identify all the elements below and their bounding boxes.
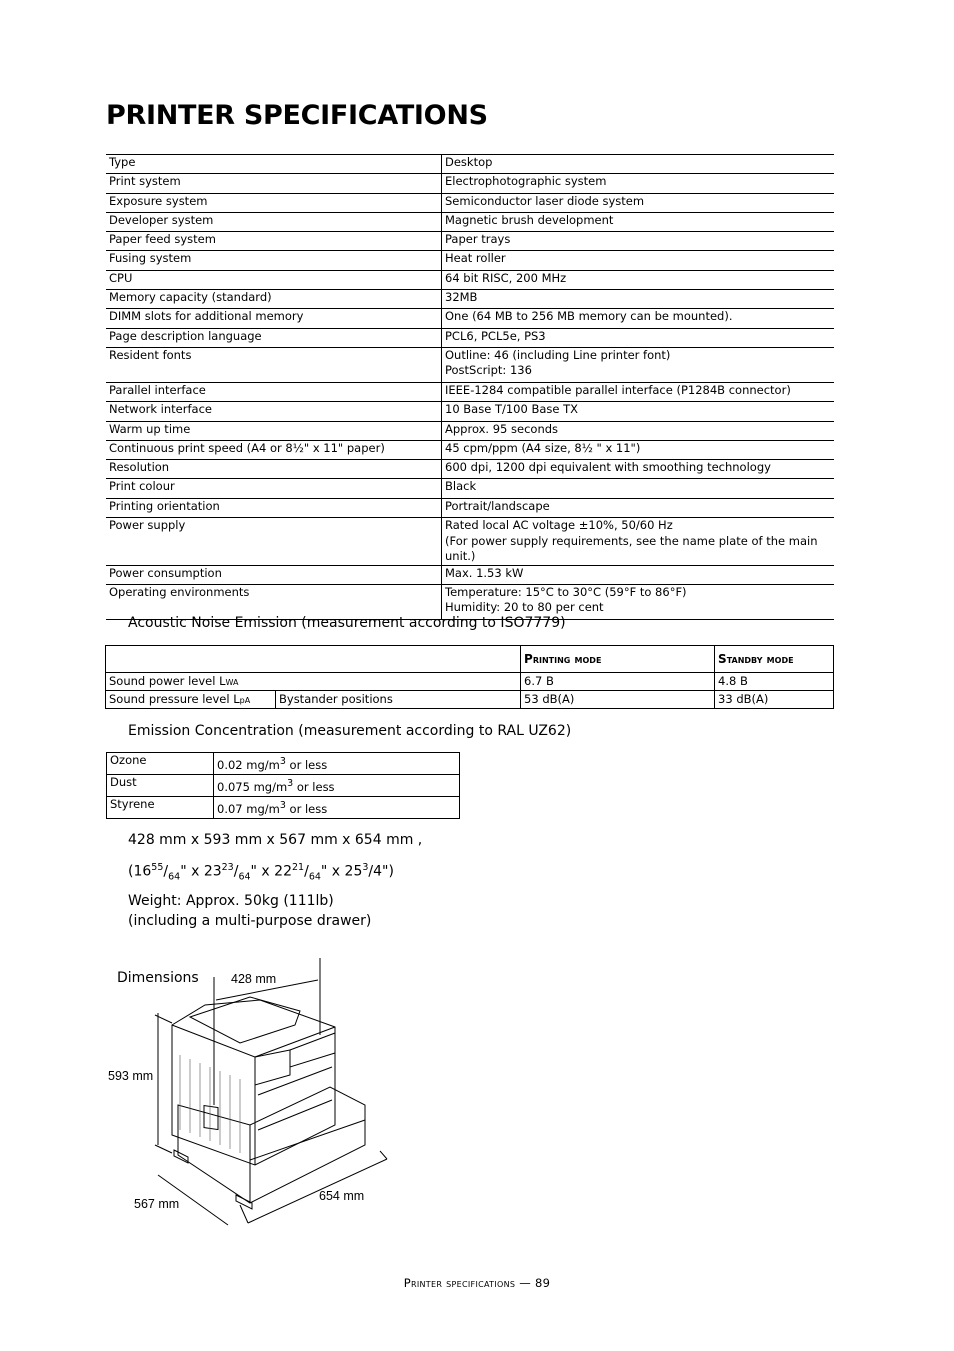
table-row [106,232,834,251]
page-footer: Printer specifications — 89 [403,1276,551,1290]
spec-value-line: Heat roller [445,251,506,266]
sound-pressure-standby: 33 dB(A) [715,691,834,709]
noise-header-empty [106,646,521,673]
spec-value [442,498,835,517]
table-row [106,479,834,498]
spec-label: Fusing system [106,251,442,270]
spec-value-line: Paper trays [445,232,511,247]
weight-text: Weight: Approx. 50kg (111lb) [128,893,334,909]
table-row [106,155,834,174]
spec-value [442,347,835,382]
fraction-numerator: 55 [151,862,164,873]
sound-power-printing: 6.7 B [521,673,715,691]
spec-value [442,270,835,289]
spec-label: Paper feed system [106,232,442,251]
sound-pressure-sub: pA [239,695,251,705]
sound-power-sub: WA [225,677,239,687]
spec-value [442,290,835,309]
emission-value-suffix: or less [285,757,328,772]
table-row [107,797,460,819]
fraction-numerator: 21 [292,862,305,873]
spec-label: Type [106,155,442,174]
spec-value [442,421,835,440]
table-row [106,174,834,193]
spec-value [442,212,835,231]
spec-value-line: Desktop [445,155,493,169]
spec-label: Resident fonts [106,347,442,382]
spec-value-line: PCL6, PCL5e, PS3 [445,328,546,343]
spec-label: Power consumption [106,565,442,584]
table-row [106,440,834,459]
spec-value-line: 10 Base T/100 Base TX [445,402,579,417]
spec-value-line: One (64 MB to 256 MB memory can be mounted). [445,309,733,324]
emission-value-suffix: or less [285,801,328,816]
spec-value-line: 32MB [445,290,478,305]
table-row [106,328,834,347]
table-row [106,270,834,289]
sound-power-text: Sound power level L [109,673,226,688]
table-row [106,673,834,691]
sound-pressure-label [106,691,276,709]
output-tray [190,997,300,1043]
table-row [106,212,834,231]
spec-value-line: (For power supply requirements, see the name plate of the main unit.) [445,533,818,564]
spec-value [442,328,835,347]
emission-label: Styrene [107,797,214,819]
spec-value-line: 64 bit RISC, 200 MHz [445,270,567,285]
spec-value [442,193,835,212]
spec-label: Network interface [106,402,442,421]
length-label: 654 mm [319,1189,365,1203]
table-row [106,309,834,328]
spec-value-line: Max. 1.53 kW [445,565,524,580]
emission-heading: Emission Concentration (measurement according to RAL UZ62) [128,723,572,739]
table-row [106,691,834,709]
spec-label: Operating environments [106,584,442,619]
height-label: 593 mm [108,1069,154,1083]
spec-label: CPU [106,270,442,289]
emission-label: Ozone [107,753,214,775]
spec-value-line: Electrophotographic system [445,174,607,189]
spec-value-line: 600 dpi, 1200 dpi equivalent with smoothing technology [445,460,771,475]
emission-table [106,752,460,819]
width-dimension-line [216,980,318,1000]
spec-label: Continuous print speed (A4 or 8½" x 11" paper) [106,440,442,459]
spec-label: Page description language [106,328,442,347]
spec-value-line: PostScript: 136 [445,363,532,378]
col-standby-mode: Standby mode [715,646,834,673]
spec-label: Exposure system [106,193,442,212]
spec-value [442,309,835,328]
table-row [107,753,460,775]
spec-value-line: Approx. 95 seconds [445,421,559,436]
table-row [106,290,834,309]
spec-label: Resolution [106,460,442,479]
table-row [106,421,834,440]
table-row [106,193,834,212]
dimensions-imperial: ($16^{55}/_{64}$" x $23^{23}/_{64}$" x $22^{21}/_{64}$" x $25^3/4$") [128,862,394,883]
table-row [106,498,834,517]
emission-value-sup: 3 [279,799,286,811]
spec-table [106,154,834,620]
dimensions-metric: 428 mm x 593 mm x 567 mm x 654 mm , [128,832,423,848]
page-title: PRINTER SPECIFICATIONS [106,100,488,131]
table-row [106,402,834,421]
fraction-numerator: 23 [221,862,234,873]
spec-value-line: Semiconductor laser diode system [445,193,645,208]
spec-value [442,232,835,251]
spec-value-line: Rated local AC voltage ±10%, 50/60 Hz [445,518,673,533]
emission-value-text: 0.02 mg/m [217,757,280,772]
table-row [106,382,834,401]
printer-body [172,1000,335,1165]
spec-value [442,479,835,498]
spec-label: Printing orientation [106,498,442,517]
bystander-positions: Bystander positions [276,691,521,709]
emission-label: Dust [107,775,214,797]
depth-label: 567 mm [134,1197,180,1211]
imperial-part: /4") [368,863,394,880]
spec-value [442,155,835,174]
spec-label: Developer system [106,212,442,231]
sound-power-label [106,673,521,691]
emission-value-text: 0.07 mg/m [217,801,280,816]
spec-label: Memory capacity (standard) [106,290,442,309]
spec-value-line: Magnetic brush development [445,212,614,227]
spec-value-line: Black [445,479,477,494]
noise-heading: Acoustic Noise Emission (measurement according to ISO7779) [128,615,566,631]
printer-dimensions-figure [100,955,400,1235]
sound-pressure-text: Sound pressure level L [109,691,240,706]
spec-label: DIMM slots for additional memory [106,309,442,328]
fraction-numerator: 3 [362,862,369,873]
spec-value-line: 45 cpm/ppm (A4 size, 8½ " x 11") [445,440,641,455]
emission-value-text: 0.075 mg/m [217,779,288,794]
spec-value-line: Temperature: 15°C to 30°C (59°F to 86°F) [445,584,687,599]
spec-value [442,460,835,479]
sound-pressure-printing: 53 dB(A) [521,691,715,709]
spec-value [442,402,835,421]
spec-value-line: Portrait/landscape [445,498,550,513]
emission-value-sup: 3 [287,777,294,789]
spec-value [442,382,835,401]
emission-value-suffix: or less [293,779,335,794]
noise-header-row [106,646,834,673]
spec-value [442,565,835,584]
printer-base [178,1087,365,1203]
emission-value [214,797,460,819]
printer-illustration [100,955,400,1235]
imperial-part: (16 [128,863,152,880]
emission-value-sup: 3 [279,755,286,767]
col-printing-mode: Printing mode [521,646,715,673]
spec-value [442,174,835,193]
table-row [106,565,834,584]
fraction-denominator: 64 [308,871,321,883]
noise-table [105,645,834,709]
spec-value [442,518,835,566]
imperial-part: " x 25 [320,863,363,880]
imperial-part: " x 22 [250,863,292,880]
table-row [106,460,834,479]
spec-value [442,440,835,459]
spec-label: Print system [106,174,442,193]
figure-caption: Dimensions [117,970,199,986]
weight-note: (including a multi-purpose drawer) [128,913,372,929]
spec-label: Parallel interface [106,382,442,401]
spec-label: Print colour [106,479,442,498]
table-row [106,518,834,566]
spec-value-line: Outline: 46 (including Line printer font) [445,347,671,362]
emission-value [214,775,460,797]
table-row [106,347,834,382]
fraction-denominator: 64 [238,871,251,883]
sound-power-standby: 4.8 B [715,673,834,691]
spec-value [442,251,835,270]
side-handle [204,1106,218,1130]
spec-value-line: Humidity: 20 to 80 per cent [445,600,604,615]
spec-label: Warm up time [106,421,442,440]
emission-value [214,753,460,775]
fraction-denominator: 64 [168,871,181,883]
width-label: 428 mm [231,972,277,986]
imperial-part: " x 23 [180,863,222,880]
depth-dimension-line [158,1175,228,1225]
table-row [107,775,460,797]
spec-label: Power supply [106,518,442,566]
table-row [106,251,834,270]
spec-value-line: IEEE-1284 compatible parallel interface (P1284B connector) [445,382,791,397]
